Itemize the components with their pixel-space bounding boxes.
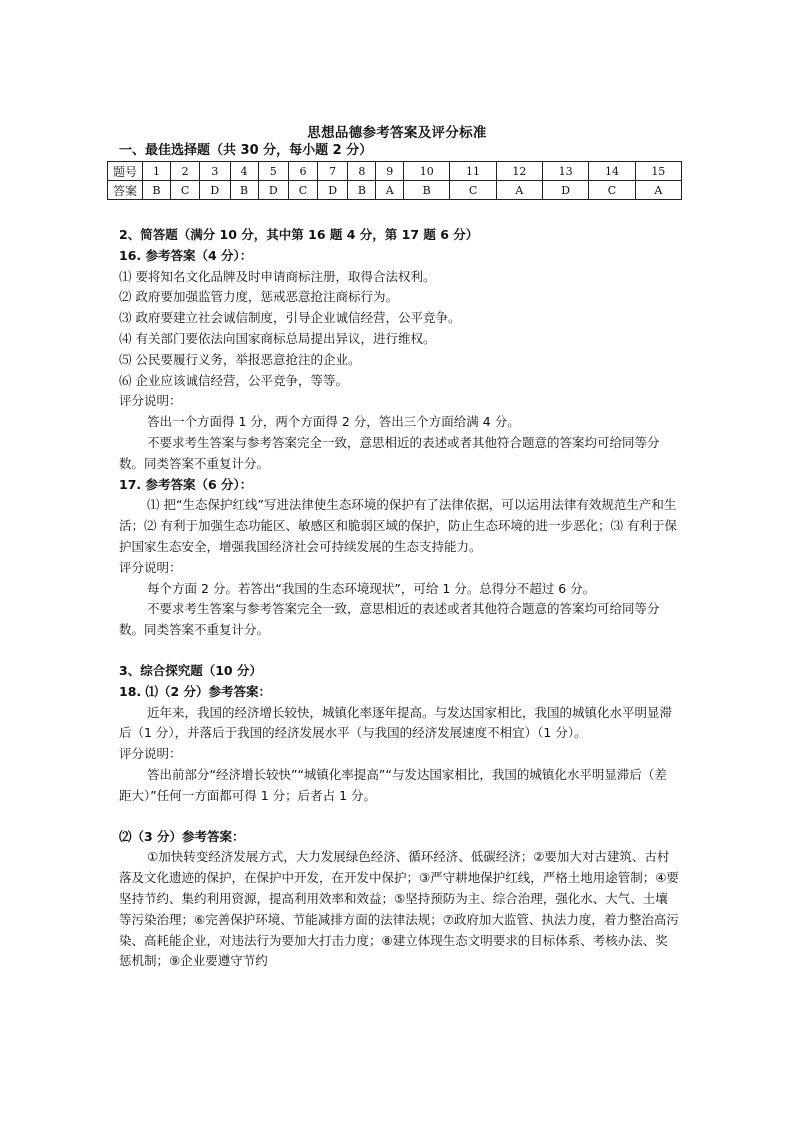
answer-cell: A bbox=[496, 181, 542, 200]
q18-1-heading: 18. ⑴（2 分）参考答案： bbox=[119, 683, 272, 699]
question-number: 13 bbox=[543, 162, 589, 181]
q16-item: ⑵ 政府要加强监管力度，惩戒恶意抢注商标行为。 bbox=[119, 289, 398, 305]
row-label-question: 题号 bbox=[108, 162, 143, 181]
section3-heading: 3、综合探究题（10 分） bbox=[119, 662, 262, 678]
q16-item: ⑴ 要将知名文化品牌及时申请商标注册，取得合法权利。 bbox=[119, 268, 436, 284]
question-number: 5 bbox=[258, 162, 288, 181]
answer-cell: A bbox=[376, 181, 404, 200]
question-number: 6 bbox=[288, 162, 317, 181]
question-number: 1 bbox=[143, 162, 171, 181]
table-row-numbers bbox=[108, 162, 682, 181]
q17-note: 每个方面 2 分。若答出“我国的生态环境现状”，可给 1 分。总得分不超过 6 分。 bbox=[147, 580, 596, 596]
question-number: 9 bbox=[376, 162, 404, 181]
q16-item: ⑶ 政府要建立社会诚信制度，引导企业诚信经营，公平竞争。 bbox=[119, 310, 461, 326]
section1-heading: 一、最佳选择题（共 30 分，每小题 2 分） bbox=[119, 143, 373, 158]
q16-note: 不要求考生答案与参考答案完全一致，意思相近的表述或者其他符合题意的答案均可给同等分数。同类答案不重复计分。 bbox=[119, 434, 660, 471]
q17-note-label: 评分说明： bbox=[119, 559, 182, 575]
answer-cell: B bbox=[230, 181, 258, 200]
answer-cell: D bbox=[258, 181, 288, 200]
q17-heading: 17. 参考答案（6 分）： bbox=[119, 476, 253, 492]
answer-cell: B bbox=[348, 181, 376, 200]
answer-cell: C bbox=[450, 181, 496, 200]
question-number: 10 bbox=[404, 162, 450, 181]
answer-cell: C bbox=[288, 181, 317, 200]
question-number: 15 bbox=[635, 162, 681, 181]
answer-cell: A bbox=[635, 181, 681, 200]
spacer bbox=[119, 641, 679, 661]
q16-item: ⑸ 公民要履行义务，举报恶意抢注的企业。 bbox=[119, 351, 361, 367]
question-number: 7 bbox=[318, 162, 348, 181]
page-title: 思想品德参考答案及评分标准 bbox=[307, 125, 487, 141]
q16-item: ⑷ 有关部门要依法向国家商标总局提出异议，进行维权。 bbox=[119, 330, 436, 346]
document-body bbox=[119, 225, 679, 972]
answer-cell: C bbox=[171, 181, 200, 200]
answer-cell: D bbox=[543, 181, 589, 200]
q16-item: ⑹ 企业应该诚信经营，公平竞争，等等。 bbox=[119, 372, 348, 388]
table-row-answers bbox=[108, 181, 682, 200]
answer-cell: C bbox=[589, 181, 635, 200]
answer-table bbox=[107, 161, 682, 200]
q18-2-answer: ①加快转变经济发展方式，大力发展绿色经济、循环经济、低碳经济；②要加大对古建筑、古村落及文化遗迹的保护，在保护中开发，在开发中保护；③严守耕地保护红线，严格土地用途管制；④要坚持节约、集约利用资源，提高利用效率和效益；⑤坚持预防为主、综合治理，强化水、大气、土壤等污染治理；⑥完善保护环境、节能减排方面的法律法规；⑦政府加大监管、执法力度，着力整治高污染、高耗能企业，对违法行为要加大打击力度；⑧建立体现生态文明要求的目标体系、考核办法、奖惩机制；⑨企业要遵守节约 bbox=[119, 849, 679, 969]
q16-note: 答出一个方面得 1 分，两个方面得 2 分，答出三个方面给满 4 分。 bbox=[147, 414, 520, 430]
question-number: 14 bbox=[589, 162, 635, 181]
question-number: 12 bbox=[496, 162, 542, 181]
question-number: 11 bbox=[450, 162, 496, 181]
q17-note: 不要求考生答案与参考答案完全一致，意思相近的表述或者其他符合题意的答案均可给同等分数。同类答案不重复计分。 bbox=[119, 601, 660, 638]
q16-note-label: 评分说明： bbox=[119, 393, 182, 409]
row-label-answer: 答案 bbox=[108, 181, 143, 200]
answer-cell: D bbox=[200, 181, 230, 200]
q16-heading: 16. 参考答案（4 分）： bbox=[119, 247, 253, 263]
question-number: 4 bbox=[230, 162, 258, 181]
section2-heading: 2、简答题（满分 10 分，其中第 16 题 4 分，第 17 题 6 分） bbox=[119, 227, 479, 242]
q18-1-note: 答出前部分“经济增长较快”“城镇化率提高”“与发达国家相比，我国的城镇化水平明显滞后（差距大）”任何一方面都可得 1 分；后者占 1 分。 bbox=[119, 766, 667, 803]
question-number: 2 bbox=[171, 162, 200, 181]
q18-2-heading: ⑵（3 分）参考答案： bbox=[119, 828, 245, 844]
answer-cell: B bbox=[143, 181, 171, 200]
question-number: 8 bbox=[348, 162, 376, 181]
answer-cell: D bbox=[318, 181, 348, 200]
q18-1-answer: 近年来，我国的经济增长较快，城镇化率逐年提高。与发达国家相比，我国的城镇化水平明显滞后（1 分），并落后于我国的经济发展水平（与我国的经济发展速度不相宜）（1 分）。 bbox=[119, 704, 673, 741]
q17-answer: ⑴ 把“生态保护红线”写进法律使生态环境的保护有了法律依据，可以运用法律有效规范生产和生活；⑵ 有利于加强生态功能区、敏感区和脆弱区域的保护，防止生态环境的进一步恶化；⑶ 有利于保护国家生态安全，增强我国经济社会可持续发展的生态支持能力。 bbox=[119, 497, 677, 554]
spacer bbox=[119, 807, 679, 827]
q18-1-note-label: 评分说明： bbox=[119, 746, 182, 762]
answer-cell: B bbox=[404, 181, 450, 200]
question-number: 3 bbox=[200, 162, 230, 181]
